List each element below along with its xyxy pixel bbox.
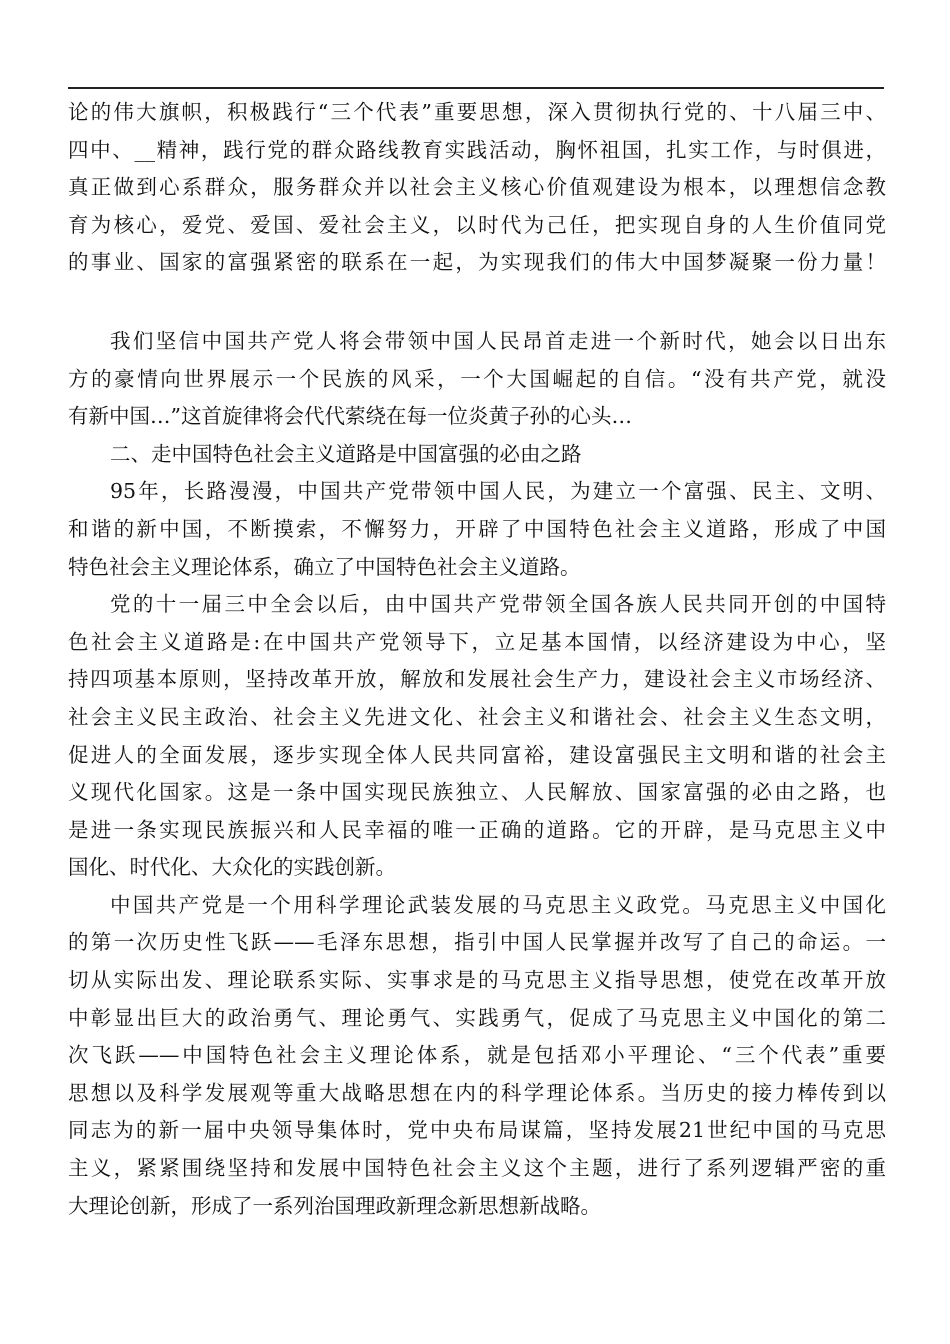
text-line: 真正做到心系群众，服务群众并以社会主义核心价值观建设为根本，以理想信念教: [68, 175, 886, 200]
text-line: 义现代化国家。这是一条中国实现民族独立、人民解放、国家富强的必由之路，也: [68, 780, 886, 805]
text-line: 论的伟大旗帜，积极践行“三个代表”重要思想，深入贯彻执行党的、十八届三中、: [68, 100, 886, 124]
text-line: 思想以及科学发展观等重大战略思想在内的科学理论体系。当历史的接力棒传到以: [68, 1080, 886, 1105]
document-body: [68, 94, 886, 1225]
text-line: 中彰显出巨大的政治勇气、理论勇气、实践勇气，促成了马克思主义中国化的第二: [68, 1005, 886, 1030]
paragraph: [68, 473, 886, 586]
paragraph-gap: [68, 282, 886, 323]
text-line: 大理论创新，形成了一系列治国理政新理念新思想新战略。: [68, 1193, 601, 1218]
text-line: 我们坚信中国共产党人将会带领中国人民昂首走进一个新时代，她会以日出东: [110, 328, 886, 353]
paragraph: [68, 94, 886, 282]
text-line: 四中、__精神，践行党的群众路线教育实践活动，胸怀祖国，扎实工作，与时俱进，: [68, 137, 886, 162]
text-line: 95年，长路漫漫，中国共产党带领中国人民，为建立一个富强、民主、文明、: [110, 479, 886, 504]
text-line: 育为核心，爱党、爱国、爱社会主义，以时代为己任，把实现自身的人生价值同党: [68, 212, 886, 237]
text-line: 主义，紧紧围绕坚持和发展中国特色社会主义这个主题，进行了系列逻辑严密的重: [68, 1156, 886, 1181]
text-line: 色社会主义道路是:在中国共产党领导下，立足基本国情，以经济建设为中心，坚: [68, 629, 886, 654]
text-line: 社会主义民主政治、社会主义先进文化、社会主义和谐社会、社会主义生态文明，: [68, 704, 886, 729]
text-line: 和谐的新中国，不断摸索，不懈努力，开辟了中国特色社会主义道路，形成了中国: [68, 516, 886, 541]
text-line: 党的十一届三中全会以后，由中国共产党带领全国各族人民共同开创的中国特: [110, 592, 886, 617]
text-line: 特色社会主义理论体系，确立了中国特色社会主义道路。: [68, 554, 581, 579]
text-line: 是进一条实现民族振兴和人民幸福的唯一正确的道路。它的开辟，是马克思主义中: [68, 817, 886, 842]
text-line: 国化、时代化、大众化的实践创新。: [68, 855, 396, 880]
paragraph: [68, 887, 886, 1225]
text-line: 中国共产党是一个用科学理论武装发展的马克思主义政党。马克思主义中国化: [110, 892, 886, 917]
text-line: 的第一次历史性飞跃——毛泽东思想，指引中国人民掌握并改写了自己的命运。一: [68, 930, 886, 955]
section-heading: [68, 436, 886, 474]
text-line: 有新中国…”这首旋律将会代代萦绕在每一位炎黄子孙的心头…: [68, 404, 632, 429]
text-line: 切从实际出发、理论联系实际、实事求是的马克思主义指导思想，使党在改革开放: [68, 968, 886, 993]
paragraph: [68, 323, 886, 436]
paragraph: [68, 586, 886, 887]
header-rule: [68, 87, 884, 89]
heading-text: 二、走中国特色社会主义道路是中国富强的必由之路: [110, 441, 582, 466]
text-line: 持四项基本原则，坚持改革开放，解放和发展社会生产力，建设社会主义市场经济、: [68, 667, 886, 692]
text-line: 的事业、国家的富强紧密的联系在一起，为实现我们的伟大中国梦凝聚一份力量！: [68, 250, 886, 275]
text-line: 同志为的新一届中央领导集体时，党中央布局谋篇，坚持发展21世纪中国的马克思: [68, 1118, 886, 1143]
text-line: 促进人的全面发展，逐步实现全体人民共同富裕，建设富强民主文明和谐的社会主: [68, 742, 886, 767]
text-line: 次飞跃——中国特色社会主义理论体系，就是包括邓小平理论、“三个代表”重要: [68, 1043, 886, 1068]
text-line: 方的豪情向世界展示一个民族的风采，一个大国崛起的自信。“没有共产党，就没: [68, 366, 886, 391]
